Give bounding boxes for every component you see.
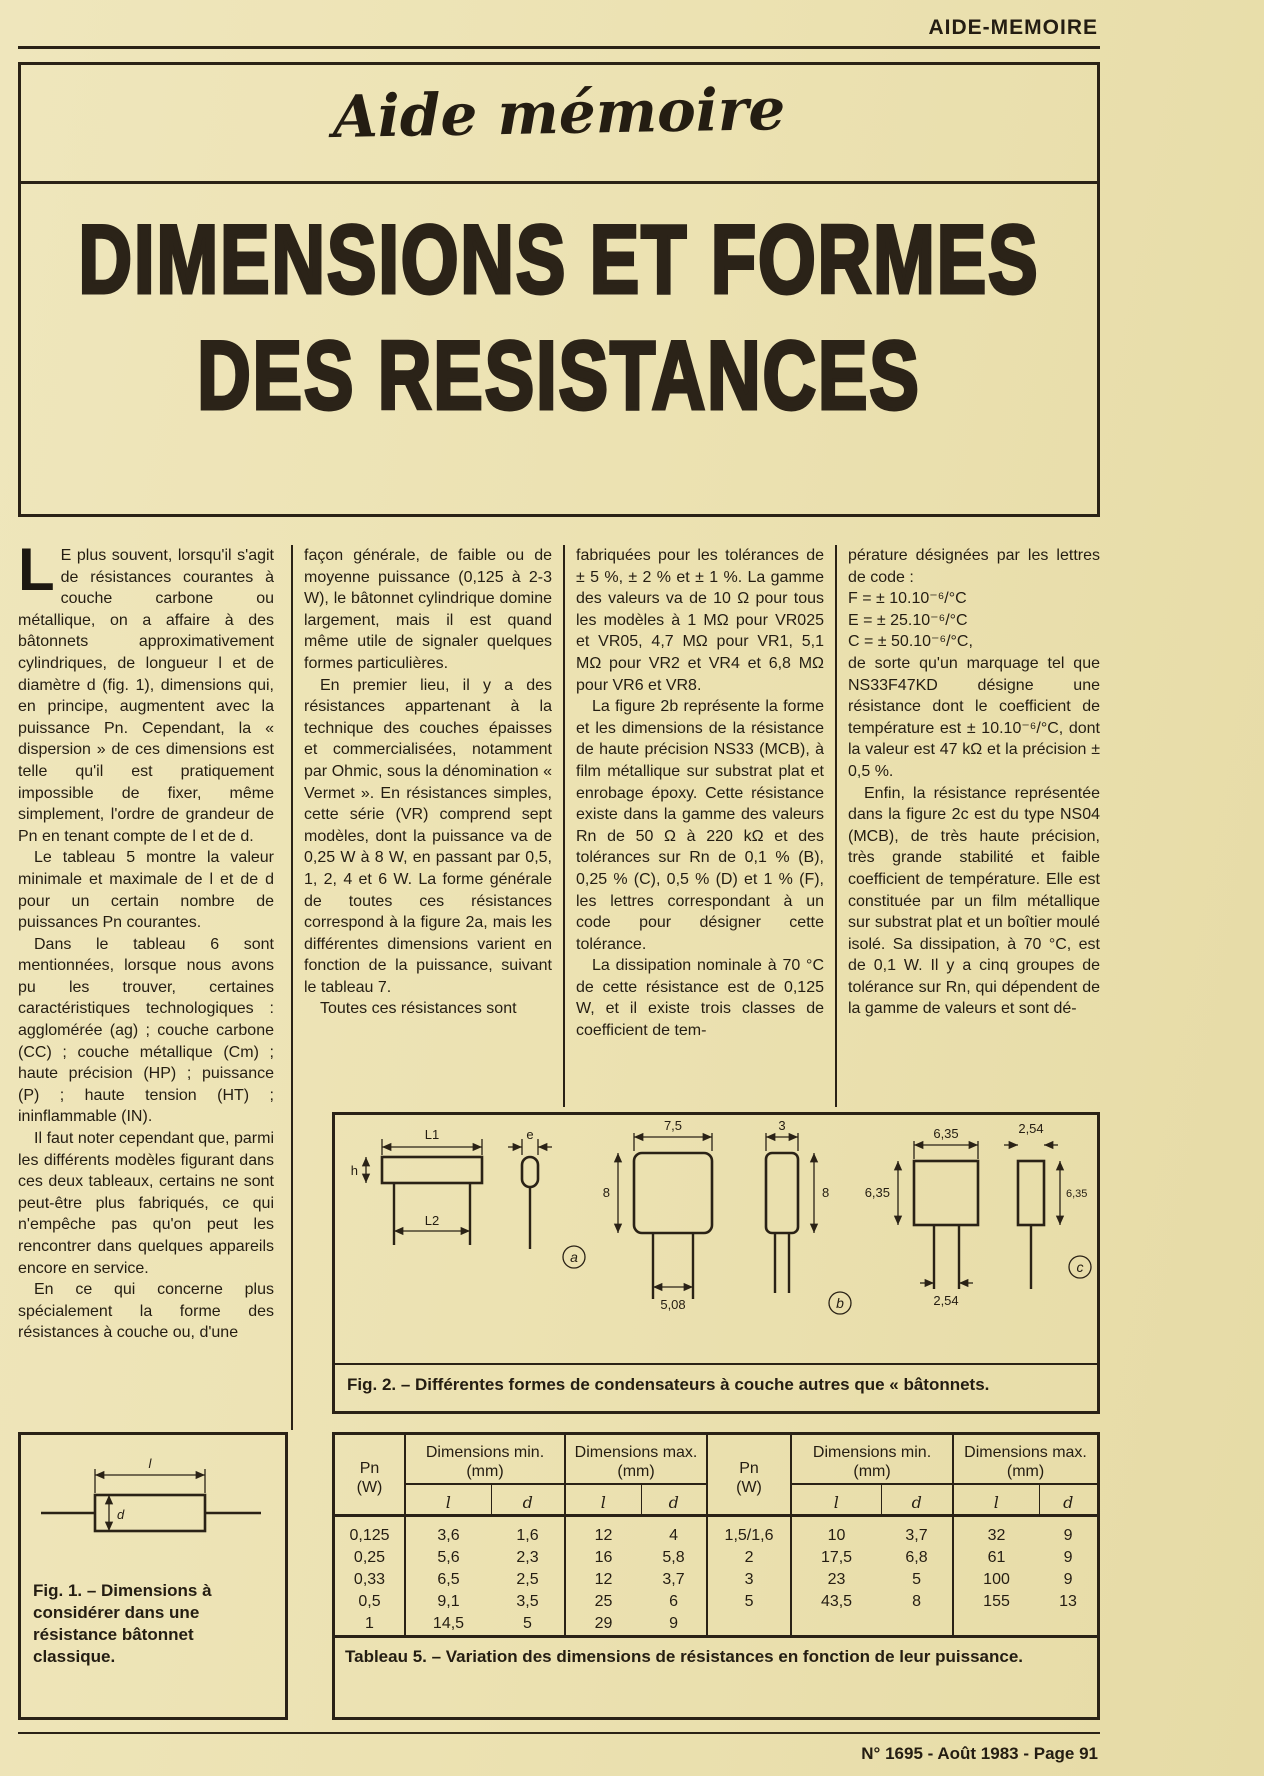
table-cell: 100 (953, 1569, 1039, 1591)
header-dim-max: Dimensions max. (mm) (953, 1435, 1097, 1484)
table-cell: 1,5/1,6 (707, 1516, 791, 1548)
figure-2-drawing (338, 1117, 1094, 1363)
paragraph: Il faut noter cependant que, parmi les différents modèles figurant dans ces deux tableaux, certains ne sont peut-être plus fabriqués, ce qui n'empêche pas qu'on peut les rencontrer dans quelques appareils encore en service. (18, 1130, 274, 1277)
text-column-1 (18, 545, 274, 1430)
dim-label: 7,5 (663, 1118, 683, 1133)
table-cell (953, 1613, 1039, 1635)
table-cell: 3,7 (905, 1527, 928, 1544)
header-d: d (641, 1484, 707, 1516)
table-cell: 5,6 (405, 1547, 491, 1569)
header-d: d (1039, 1484, 1097, 1516)
figure-1-box (18, 1432, 288, 1720)
table-row (335, 1613, 1097, 1635)
table-cell: 6,8 (905, 1549, 928, 1566)
text-column-2 (304, 545, 552, 1107)
dim-label: 6,35 (933, 1126, 959, 1141)
table-cell: 0,33 (353, 1571, 386, 1588)
paragraph: En ce qui concerne plus spécialement la forme des résistances à couche ou, d'une (18, 1281, 274, 1342)
table-cell: 4 (669, 1527, 678, 1544)
table-cell: 32 (953, 1516, 1039, 1548)
column-divider-3 (835, 545, 837, 1107)
table-cell: 12 (565, 1569, 641, 1591)
paragraph: Enfin, la résistance représentée dans la figure 2c est du type NS04 (MCB), de très haute précision, très grande stabilité et faible coefficient de température. Elle est constituée par un film métallique sur substrat plat et un boîtier moulé isolé. Sa dissipation, à 70 °C, est de 0,1 W. Il y a cinq groupes de tolérance sur Rn, qui dépendent de la gamme de valeurs et sont dé- (848, 784, 1100, 1018)
table-cell: 3 (707, 1569, 791, 1591)
table-row (335, 1516, 1097, 1548)
header-l: l (565, 1484, 641, 1516)
figure-1-caption: Fig. 1. – Dimensions à considérer dans une résistance bâtonnet classique. (33, 1581, 212, 1666)
header-pn: Pn (W) (707, 1435, 791, 1516)
dim-label: d (117, 1507, 125, 1522)
header-d: d (491, 1484, 565, 1516)
text-column-4 (848, 545, 1100, 1107)
main-title-line2: DES RESISTANCES (197, 321, 921, 430)
table-cell (881, 1613, 953, 1635)
dim-label: 2,54 (1018, 1121, 1044, 1136)
table-cell: 1,6 (516, 1527, 539, 1544)
table-cell: 0,25 (353, 1549, 386, 1566)
masthead-rule (21, 181, 1097, 184)
table-cell: 6 (669, 1593, 678, 1610)
column-divider-2 (563, 545, 565, 1107)
table-cell: 2,5 (516, 1571, 539, 1588)
paragraph: pérature désignées par les lettres de code : (848, 547, 1100, 586)
table-cell (791, 1613, 881, 1635)
header-rule (18, 46, 1100, 49)
table-cell: 3,6 (405, 1516, 491, 1548)
header-dim-max: Dimensions max. (mm) (565, 1435, 707, 1484)
table-cell: 8 (912, 1593, 921, 1610)
text-column-3 (576, 545, 824, 1107)
table-cell: 3,7 (662, 1571, 685, 1588)
table-cell: 5 (912, 1571, 921, 1588)
subfigure-label-c: c (1076, 1259, 1084, 1275)
header-l: l (953, 1484, 1039, 1516)
table-header-row (335, 1435, 1097, 1484)
code-line: C = ± 50.10⁻⁶/°C, (848, 633, 973, 651)
header-pn: Pn (W) (356, 1459, 383, 1496)
dim-label: L2 (424, 1213, 440, 1228)
paragraph: fabriquées pour les tolérances de ± 5 %, ± 2 % et ± 1 %. La gamme des valeurs va de 10 Ω pour tous les modèles à 1 MΩ pour VR025 et VR05, 4,7 MΩ pour VR1, 5,1 MΩ pour VR2 et VR4 et 6,8 MΩ pour VR6 et VR8. (576, 547, 824, 694)
table-cell: 13 (1059, 1593, 1077, 1610)
table-cell (707, 1613, 791, 1635)
dim-label: 2,54 (933, 1293, 959, 1308)
table-cell: 61 (953, 1547, 1039, 1569)
paragraph: Le tableau 5 montre la valeur minimale et maximale de l et de d pour un certain nombre de puissances Pn courantes. (18, 849, 274, 932)
table-cell: 9 (1063, 1571, 1073, 1588)
table-cell: 9 (1063, 1549, 1073, 1566)
masthead-box (18, 62, 1100, 517)
subfigure-label-a: a (570, 1249, 578, 1265)
dim-label: 3 (778, 1118, 786, 1133)
table-cell: 9 (1063, 1527, 1073, 1544)
dim-label: 8 (822, 1185, 830, 1200)
column-divider-1 (291, 545, 293, 1430)
dim-label: 8 (602, 1185, 610, 1200)
figure-1-drawing (31, 1451, 275, 1571)
component-c (865, 1121, 1091, 1308)
table-cell: 0,125 (349, 1527, 390, 1544)
header-dim-min: Dimensions min. (mm) (791, 1435, 953, 1484)
header-dim-min: Dimensions min. (mm) (405, 1435, 565, 1484)
component-a (351, 1127, 585, 1268)
table-cell: 14,5 (405, 1613, 491, 1635)
paragraph: En premier lieu, il y a des résistances appartenant à la technique des couches épaisses et commercialisées, notamment par Ohmic, sous la dénomination « Vermet ». En résistances simples, cette série (VR) comprend sept modèles, dont la puissance va de 0,25 W à 8 W, en passant par 0,5, 1, 2, 4 et 6 W. La forme générale de toutes ces résistances correspond à la figure 2a, mais les différentes dimensions varient en fonction de la puissance, suivant le tableau 7. (304, 676, 552, 996)
table-cell: 25 (565, 1591, 641, 1613)
table-cell: 12 (565, 1516, 641, 1548)
paragraph: Toutes ces résistances sont (320, 1000, 517, 1018)
dim-label: 6,35 (1066, 1188, 1088, 1200)
table-cell: 17,5 (791, 1547, 881, 1569)
table-cell: 0,5 (358, 1593, 381, 1610)
header-l: l (791, 1484, 881, 1516)
table-cell: 23 (791, 1569, 881, 1591)
table-5 (335, 1435, 1097, 1635)
paragraph: L E plus souvent, lorsqu'il s'agit de résistances courantes à couche carbone ou métallique, on a affaire à des bâtonnets approximativement cylindriques, de longueur l et de diamètre d (fig. 1), dimensions qui, en principe, augmentent avec la puissance Pn. Cependant, la « dispersion » de ces dimensions est telle qu'il est pratiquement impossible de fixer, même simplement, l'ordre de grandeur de Pn en tenant compte de l et de d. (18, 545, 274, 845)
table-5-box (332, 1432, 1100, 1720)
paragraph: La dissipation nominale à 70 °C de cette résistance est de 0,125 W, et il existe trois classes de coefficient de tem- (576, 957, 824, 1040)
table-cell: 9,1 (405, 1591, 491, 1613)
paragraph: Dans le tableau 6 sont mentionnées, lorsque nous avons pu les trouver, certaines caractéristiques technologiques : agglomérée (ag) ; couche carbone (CC) ; couche métallique (Cm) ; haute précision (HP) ; puissance (P) ; haute tension (HT) ; ininflammable (IN). (18, 935, 274, 1126)
figure-2-box (332, 1112, 1100, 1414)
table-cell: 6,5 (405, 1569, 491, 1591)
table-cell: 2 (707, 1547, 791, 1569)
dim-label: L1 (424, 1127, 440, 1142)
component-b (603, 1118, 851, 1314)
dim-label: e (526, 1127, 534, 1142)
paragraph: façon générale, de faible ou de moyenne puissance (0,125 à 2-3 W), le bâtonnet cylindrique domine largement, mais il est quand même utile de signaler quelques formes particulières. (304, 547, 552, 672)
table-row (335, 1569, 1097, 1591)
table-cell: 155 (953, 1591, 1039, 1613)
footer-rule (18, 1732, 1100, 1734)
table-cell: 9 (669, 1615, 678, 1632)
main-title-line1: DIMENSIONS ET FORMES (78, 205, 1040, 314)
paragraph: La figure 2b représente la forme et les dimensions de la résistance de haute précision NS33 (MCB), à film métallique sur substrat plat et enrobage époxy. Cette résistance existe dans la gamme des valeurs Rn de 50 Ω à 220 kΩ et des tolérances sur Rn de 0,1 % (B), 0,25 % (C), 0,5 % (D) et 1 % (F), les lettres correspondant à un code pour désigner cette tolérance. (576, 698, 824, 953)
table-cell: 1 (365, 1615, 374, 1632)
table-row (335, 1591, 1097, 1613)
dim-label: 5,08 (660, 1297, 686, 1312)
header-l: l (405, 1484, 491, 1516)
table-cell: 5 (707, 1591, 791, 1613)
table-cell: 43,5 (791, 1591, 881, 1613)
code-line: E = ± 25.10⁻⁶/°C (848, 611, 968, 629)
table-5-caption: Tableau 5. – Variation des dimensions de résistances en fonction de leur puissance. (335, 1635, 1097, 1676)
dim-label: l (148, 1456, 152, 1471)
table-cell: 5 (523, 1615, 532, 1632)
header-d: d (881, 1484, 953, 1516)
dim-label: h (350, 1163, 358, 1178)
table-cell (1039, 1613, 1097, 1635)
page-header-label: AIDE-MEMOIRE (928, 16, 1098, 39)
table-cell: 16 (565, 1547, 641, 1569)
table-cell: 3,5 (516, 1593, 539, 1610)
table-cell: 29 (565, 1613, 641, 1635)
script-title: Aide mémoire (332, 75, 786, 151)
dropcap-letter: L (18, 545, 55, 603)
table-cell: 10 (791, 1516, 881, 1548)
paragraph: de sorte qu'un marquage tel que NS33F47KD désigne une résistance dont le coefficient de température est ± 10.10⁻⁶/°C, dont la valeur est 47 kΩ et la précision ± 0,5 %. (848, 654, 1100, 780)
figure-2-caption: Fig. 2. – Différentes formes de condensateurs à couche autres que « bâtonnets. (335, 1363, 1097, 1405)
table-row (335, 1547, 1097, 1569)
subfigure-label-b: b (836, 1295, 844, 1311)
page-footer-label: N° 1695 - Août 1983 - Page 91 (861, 1744, 1098, 1763)
table-cell: 2,3 (516, 1549, 539, 1566)
table-cell: 5,8 (662, 1549, 685, 1566)
dim-label: 6,35 (864, 1185, 890, 1200)
code-line: F = ± 10.10⁻⁶/°C (848, 590, 967, 608)
